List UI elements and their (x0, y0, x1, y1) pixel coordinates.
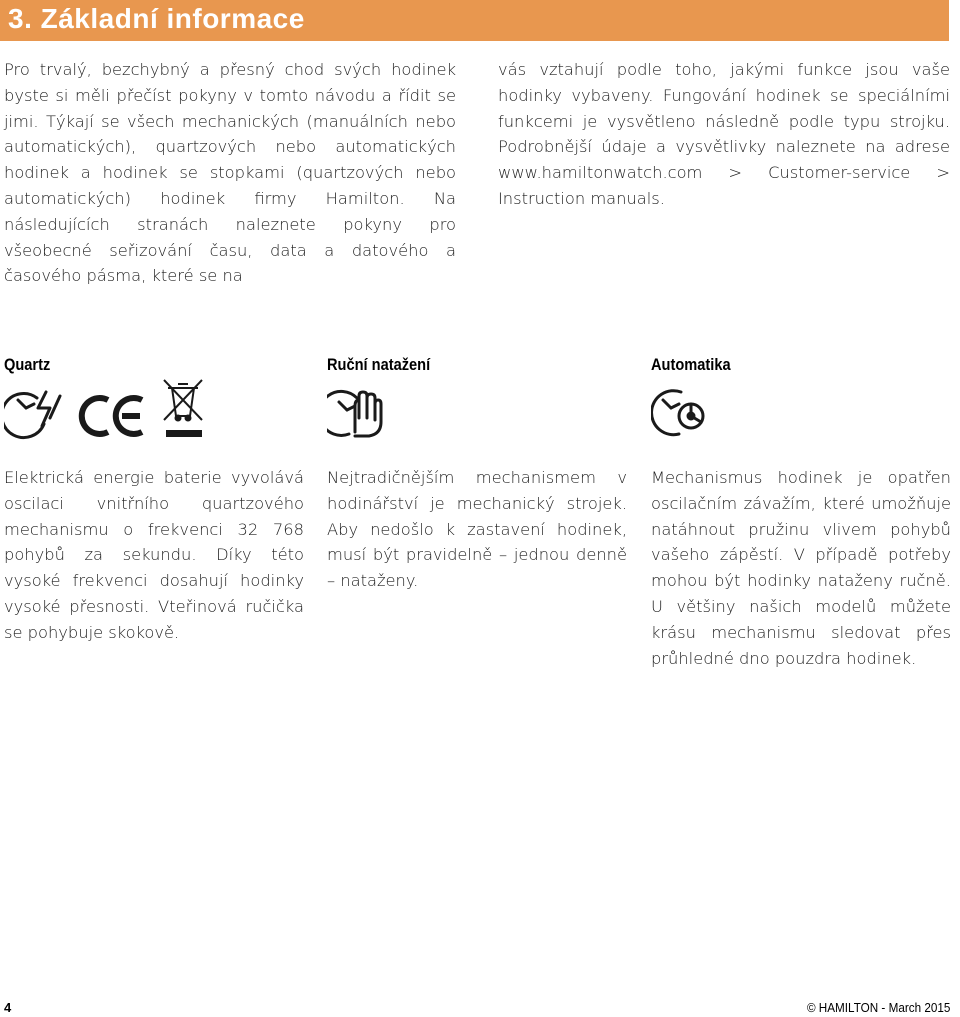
hand-wound-watch-icon (327, 391, 381, 436)
quartz-watch-icon (4, 392, 60, 438)
automatic-watch-icon (652, 391, 703, 435)
heading-quartz: Quartz (4, 355, 51, 374)
automatic-text: Mechanismus hodinek je opatřen oscilačním závažím, které umožňuje natáhnout pružinu vlivem pohybů vašeho zápěstí. V případě potřeby mohou být hodinky nataženy ručně. U většiny našich modelů můžete krásu mechanismu sledovat přes průhledné dno pouzdra hodinek. (651, 468, 951, 668)
intro-text-right (498, 57, 950, 212)
copyright-footer: © HAMILTON - March 2015 (806, 1000, 950, 1015)
automatic-icons (651, 378, 711, 442)
manual-description (327, 465, 627, 594)
heading-automatic: Automatika (651, 355, 731, 374)
automatic-description (651, 465, 951, 671)
quartz-text: Elektrická energie baterie vyvolává oscilaci vnitřního quartzového mechanismu o frekvenci 32 768 pohybů za sekundu. Díky této vysoké frekvenci dosahují hodinky vysoké přesnosti. Vteřinová ručička se pohybuje skokově. (4, 468, 304, 642)
page-number: 4 (4, 1000, 12, 1015)
quartz-icons (4, 378, 204, 442)
ce-mark-icon (82, 398, 142, 434)
intro-paragraph-left: Pro trvalý, bezchybný a přesný chod svých hodinek byste si měli přečíst pokyny v tomto návodu a řídit se jimi. Týkají se všech mechanických (manuálních nebo automatických), quartzových nebo automatických hodinek a hodinek se stopkami (quartzových nebo automatických) hodinek firmy Hamilton. Na následujících stranách naleznete pokyny pro všeobecné seřizování času, data a datového a časového pásma, které se na (4, 60, 456, 286)
heading-manual-winding: Ruční natažení (327, 355, 431, 374)
manual-icons (327, 378, 387, 442)
weee-crossed-bin-icon (164, 380, 202, 437)
section-header-bar (0, 0, 949, 41)
section-title: 3. Základní informace (8, 3, 305, 34)
intro-text-left (4, 57, 456, 289)
quartz-description (4, 465, 304, 646)
intro-paragraph-right: vás vztahují podle toho, jakými funkce jsou vaše hodinky vybaveny. Fungování hodinek se speciálními funkcemi je vysvětleno následně podle typu strojku. Podrobnější údaje a vysvětlivky naleznete na adrese www.hamiltonwatch.com > Customer-service > Instruction manuals. (498, 60, 950, 208)
manual-text: Nejtradičnějším mechanismem v hodinářství je mechanický strojek. Aby nedošlo k zastavení hodinek, musí být pravidelně – jednou denně – nataženy. (327, 468, 627, 591)
